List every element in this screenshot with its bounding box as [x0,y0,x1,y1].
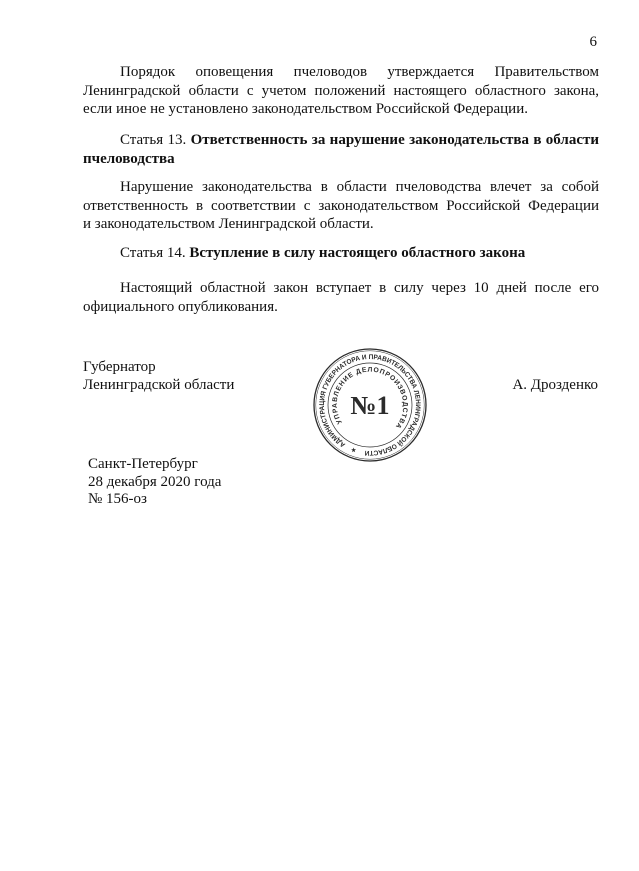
heading-line [83,150,599,169]
adoption-date: 28 декабря 2020 года [88,473,222,490]
seal-star-icon [351,448,356,453]
seal-outer-text: АДМИНИСТРАЦИЯ ГУБЕРНАТОРА И ПРАВИТЕЛЬСТВА ЛЕНИНГРАДСКОЙ ОБЛАСТИ [318,353,422,457]
signatory-position [83,358,234,394]
paragraph-line: Нарушение законодательства в области пчеловодства влечет за собой [120,179,599,195]
paragraph-line: официального опубликования. [83,298,278,315]
seal-inner-text: УПРАВЛЕНИЕ ДЕЛОПРОИЗВОДСТВА [331,366,409,430]
article-13-number: Статья 13. [120,132,187,148]
article-13-text [83,178,599,234]
signatory-title: Губернатор [83,359,156,375]
article-14-number: Статья 14. [120,245,186,261]
signatory-region: Ленинградской области [83,377,235,393]
article-13-heading [83,131,599,168]
article-13-title-continued: пчеловодства [83,150,175,167]
paragraph-line: если иное не установлено законодательством Российской Федерации. [83,101,528,117]
city: Санкт-Петербург [88,456,198,472]
paragraph-line: Порядок оповещения пчеловодов утверждается Правительством [120,64,599,80]
paragraph-line: Ленинградской области с учетом положений настоящего областного закона, [83,82,599,99]
notification-paragraph [83,63,599,119]
paragraph-line: Настоящий областной закон вступает в силу через 10 дней после его [120,280,599,296]
heading-line [83,244,599,263]
official-seal [310,345,430,465]
seal-center-number: №1 [350,391,390,420]
article-14-text [83,279,599,316]
article-14-title: Вступление в силу настоящего областного закона [189,245,526,261]
law-details [88,456,221,509]
page-number: 6 [589,34,597,50]
law-number: № 156-оз [88,491,147,507]
paragraph-line: ответственность в соответствии с законодательством Российской Федерации [83,197,599,214]
article-14-heading [83,244,599,263]
heading-line [83,131,599,150]
article-13-title: Ответственность за нарушение законодательства в области [190,132,599,148]
signatory-name: А. Дрозденко [512,377,598,393]
paragraph-line: и законодательством Ленинградской области. [83,216,374,232]
